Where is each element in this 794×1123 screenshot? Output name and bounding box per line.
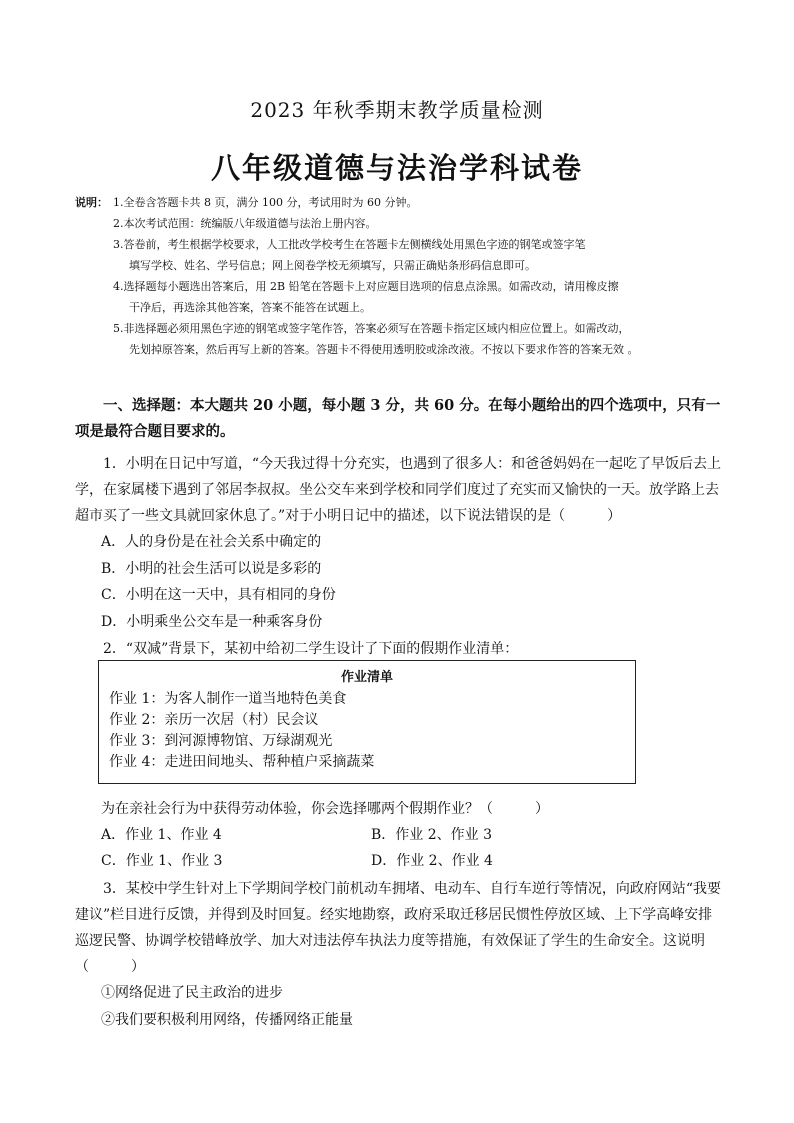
instructions-lead: 说明： [75, 196, 108, 209]
instruction-text: 2.本次考试范围：统编版八年级道德与法治上册内容。 [113, 217, 377, 230]
section-heading: 一、选择题：本大题共 20 小题，每小题 3 分，共 60 分。在每小题给出的四个选项中，只有一项是最符合题目要求的。 [75, 397, 721, 440]
instruction-text: 干净后，再选涂其他答案，答案不能答在试题上。 [129, 301, 371, 314]
instruction-text: 1.全卷含答题卡共 8 页，满分 100 分，考试用时为 60 分钟。 [113, 196, 418, 209]
question-3 [75, 876, 725, 1033]
instruction-text: 先划掉原答案，然后再写上新的答案。答题卡不得使用透明胶或涂改液。不按以下要求作答的答案无效 。 [129, 343, 639, 356]
option-b: B．小明的社会生活可以说是多彩的 [101, 560, 322, 577]
instruction-text: 3.答卷前，考生根据学校要求，人工批改学校考生在答题卡左侧横线处用黑色字迹的钢笔或签字笔 [113, 238, 586, 251]
homework-item: 作业 4：走进田间地头、帮种植户采摘蔬菜 [109, 754, 375, 770]
statement-item: ①网络促进了民主政治的进步 [101, 985, 283, 1001]
instruction-item [75, 276, 735, 318]
homework-list-box [98, 660, 636, 784]
instruction-text: 填写学校、姓名、学号信息；网上阅卷学校无须填写，只需正确贴条形码信息即可。 [129, 259, 536, 272]
homework-list-title: 作业清单 [340, 670, 393, 685]
question-stem: 1．小明在日记中写道，“今天我过得十分充实，也遇到了很多人：和爸爸妈妈在一起吃了早饭后去上学，在家属楼下遇到了邻居李叔叔。坐公交车来到学校和同学们度过了充实而又愉快的一天。放学路上去超市买了一些文具就回家休息了。”对于小明日记中的描述，以下说法错误的是（ ） [75, 456, 722, 524]
option-b: B．作业 2、作业 3 [371, 827, 493, 843]
exam-subtitle: 八年级道德与法治学科试卷 [210, 151, 583, 185]
question-stem: 2．“双减”背景下，某初中给初二学生设计了下面的假期作业清单： [103, 641, 519, 657]
question-stem: 3．某校中学生针对上下学期间学校门前机动车拥堵、电动车、自行车逆行等情况，向政府网站“我要建议”栏目进行反馈，并得到及时回复。经实地勘察，政府采取迁移居民惯性停放区域、上下学高峰安排巡逻民警、协调学校错峰放学、加大对违法停车执法力度等措施，有效保证了学生的生命安全。这说明（ ） [75, 881, 722, 975]
instruction-item [75, 192, 735, 213]
option-d: D．作业 2、作业 4 [371, 853, 493, 869]
instructions [75, 192, 735, 360]
homework-item: 作业 3：到河源博物馆、万绿湖观光 [109, 733, 333, 749]
homework-item: 作业 2：亲历一次居（村）民会议 [109, 712, 319, 728]
homework-item: 作业 1：为客人制作一道当地特色美食 [109, 691, 347, 707]
question-text: 为在亲社会行为中获得劳动体验，你会选择哪两个假期作业？（ ） [101, 801, 549, 817]
statement-item: ②我们要积极利用网络，传播网络正能量 [101, 1011, 353, 1028]
instruction-item [75, 234, 735, 276]
option-a: A．作业 1、作业 4 [101, 827, 222, 843]
option-c: C．小明在这一天中，具有相同的身份 [101, 587, 336, 603]
options-grid [75, 822, 725, 874]
question-2 [75, 796, 725, 874]
instruction-item [75, 318, 735, 360]
question-1 [75, 451, 725, 635]
instruction-text: 5.非选择题必须用黑色字迹的钢笔或签字笔作答，答案必须写在答题卡指定区域内相应位置上。如需改动， [113, 322, 630, 335]
option-d: D．小明乘坐公交车是一种乘客身份 [101, 613, 323, 630]
option-a: A．人的身份是在社会关系中确定的 [101, 534, 322, 550]
instruction-item [75, 213, 735, 234]
instruction-text: 4.选择题每小题选出答案后，用 2B 铅笔在答题卡上对应题目选项的信息点涂黑。如需改动，请用橡皮擦 [113, 280, 619, 293]
question-2-stem [75, 636, 725, 662]
exam-title: 2023 年秋季期末教学质量检测 [250, 98, 544, 122]
option-c: C．作业 1、作业 3 [101, 853, 223, 869]
